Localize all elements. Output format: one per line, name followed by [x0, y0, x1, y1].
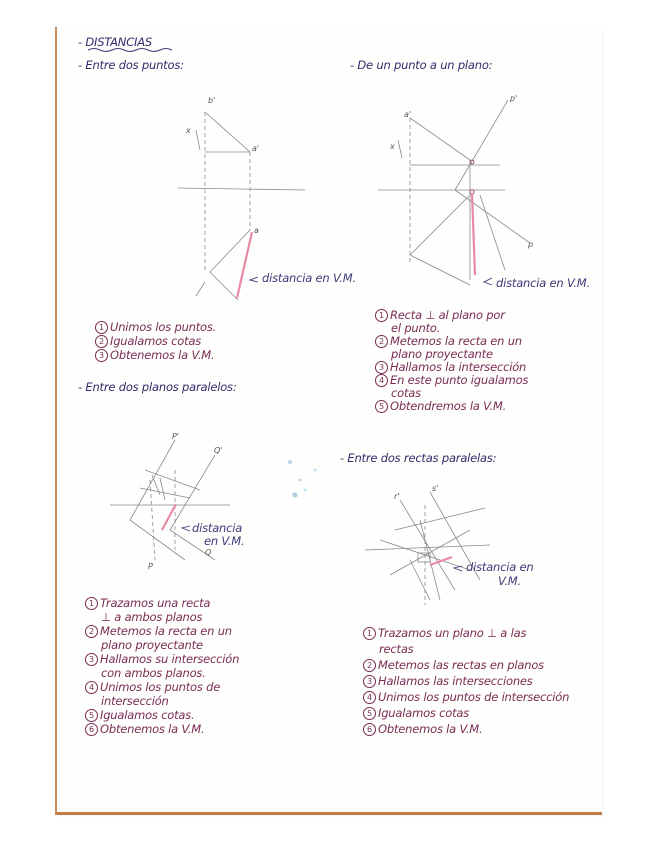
step-text: Hallamos las intersecciones — [378, 674, 533, 688]
label-vm-1: distancia en V.M. — [262, 271, 356, 285]
step-item — [363, 658, 569, 674]
step-text: cotas — [391, 386, 421, 400]
step-text: Hallamos la intersección — [390, 360, 527, 374]
step-item — [375, 386, 528, 399]
label-vm-2: distancia en V.M. — [496, 276, 590, 290]
steps-planos-paralelos — [85, 596, 239, 736]
step-number: 4 — [85, 681, 98, 694]
step-number: 4 — [375, 374, 388, 387]
step-number: 4 — [363, 691, 376, 704]
step-text: Metemos la recta en un — [390, 334, 522, 348]
label-vm-3b: en V.M. — [204, 534, 245, 548]
step-number: 1 — [375, 309, 388, 322]
step-text: ⊥ a ambos planos — [101, 610, 203, 624]
step-item — [375, 360, 528, 373]
step-item — [375, 373, 528, 386]
step-item — [85, 666, 239, 680]
step-number: 2 — [363, 659, 376, 672]
title-underline — [88, 49, 172, 52]
step-text: Recta ⊥ al plano por — [390, 308, 505, 322]
step-text: intersección — [101, 694, 169, 708]
step-number: 5 — [375, 400, 388, 413]
step-text: Unimos los puntos. — [110, 320, 217, 334]
steps-punto-plano — [375, 308, 528, 412]
arrow-4 — [454, 566, 462, 571]
label-p-prime: p' — [510, 94, 518, 103]
step-number: 2 — [85, 625, 98, 638]
heading-planos-paralelos: - Entre dos planos paralelos: — [78, 380, 237, 394]
step-number: 2 — [95, 335, 108, 348]
step-number: 3 — [363, 675, 376, 688]
step-item — [85, 610, 239, 624]
step-number: 5 — [363, 707, 376, 720]
step-number: 6 — [85, 723, 98, 736]
step-item — [85, 722, 239, 736]
step-text: Obtenemos la V.M. — [110, 348, 215, 362]
label-vm-3a: distancia — [192, 521, 243, 535]
step-text: Trazamos un plano ⊥ a las — [378, 626, 527, 640]
step-item — [363, 690, 569, 706]
step-item — [85, 652, 239, 666]
step-item — [363, 642, 569, 658]
step-text: Igualamos cotas — [110, 334, 202, 348]
label-q-prime: Q' — [214, 446, 223, 455]
step-item — [375, 399, 528, 412]
step-text: Obtenemos la V.M. — [100, 722, 205, 736]
step-number: 1 — [95, 321, 108, 334]
step-number: 3 — [375, 361, 388, 374]
step-item — [95, 320, 216, 334]
step-item — [375, 334, 528, 347]
step-item — [363, 674, 569, 690]
heading-rectas-paralelas: - Entre dos rectas paralelas: — [340, 451, 497, 465]
step-text: Metemos las rectas en planos — [378, 658, 544, 672]
step-item — [95, 334, 216, 348]
step-item — [85, 596, 239, 610]
label-x-2: x — [390, 142, 395, 151]
label-a: a — [254, 226, 259, 235]
label-a-prime: a' — [252, 144, 260, 153]
arrow-3 — [182, 526, 190, 531]
step-text: Unimos los puntos de — [100, 680, 221, 694]
label-vm-4a: distancia en — [466, 560, 534, 574]
step-number: 6 — [363, 723, 376, 736]
step-text: plano proyectante — [391, 347, 493, 361]
step-item — [85, 708, 239, 722]
label-p-prime-3: P' — [172, 432, 180, 441]
step-item — [95, 348, 216, 362]
page-title: - DISTANCIAS — [78, 35, 152, 49]
step-number: 1 — [363, 627, 376, 640]
vm-segment-2 — [472, 193, 475, 275]
step-text: Metemos la recta en un — [100, 624, 232, 638]
label-s-prime: s' — [432, 484, 439, 493]
vm-segment-1 — [237, 232, 252, 298]
step-text: el punto. — [391, 321, 441, 335]
diagram-punto-plano — [378, 100, 530, 285]
vm-segment-3 — [162, 504, 176, 530]
steps-rectas-paralelas — [363, 626, 569, 738]
label-p-3: P — [148, 562, 153, 571]
step-item — [375, 321, 528, 334]
step-text: plano proyectante — [101, 638, 203, 652]
step-number: 3 — [95, 349, 108, 362]
step-number: 3 — [85, 653, 98, 666]
step-item — [85, 624, 239, 638]
step-item — [375, 347, 528, 360]
step-item — [375, 308, 528, 321]
label-b-prime: b' — [208, 96, 216, 105]
step-text: Obtenemos la V.M. — [378, 722, 483, 736]
label-a-prime-2: a' — [404, 110, 412, 119]
step-text: Igualamos cotas — [378, 706, 470, 720]
step-text: rectas — [379, 642, 414, 656]
steps-dos-puntos — [95, 320, 216, 362]
step-text: Obtendremos la V.M. — [390, 399, 507, 413]
diagram-rectas-paralelas — [365, 492, 490, 605]
label-r-prime: r' — [394, 492, 400, 501]
step-text: con ambos planos. — [101, 666, 206, 680]
step-number: 2 — [375, 335, 388, 348]
step-text: Unimos los puntos de intersección — [378, 690, 570, 704]
step-text: Trazamos una recta — [100, 596, 211, 610]
label-p: p — [528, 240, 534, 249]
label-q: Q — [205, 548, 212, 557]
step-item — [363, 706, 569, 722]
arrow-1 — [250, 277, 258, 282]
step-number: 1 — [85, 597, 98, 610]
heading-punto-plano: - De un punto a un plano: — [350, 58, 493, 72]
vm-segment-4 — [430, 557, 452, 565]
heading-entre-dos-puntos: - Entre dos puntos: — [78, 58, 184, 72]
arrow-2 — [484, 278, 492, 285]
step-text: Igualamos cotas. — [100, 708, 195, 722]
label-x: x — [186, 126, 191, 135]
label-vm-4b: V.M. — [498, 574, 521, 588]
step-item — [85, 680, 239, 694]
step-item — [85, 638, 239, 652]
step-number: 5 — [85, 709, 98, 722]
step-item — [363, 722, 569, 738]
step-text: En este punto igualamos — [390, 373, 529, 387]
step-item — [363, 626, 569, 642]
step-text: Hallamos su intersección — [100, 652, 240, 666]
step-item — [85, 694, 239, 708]
